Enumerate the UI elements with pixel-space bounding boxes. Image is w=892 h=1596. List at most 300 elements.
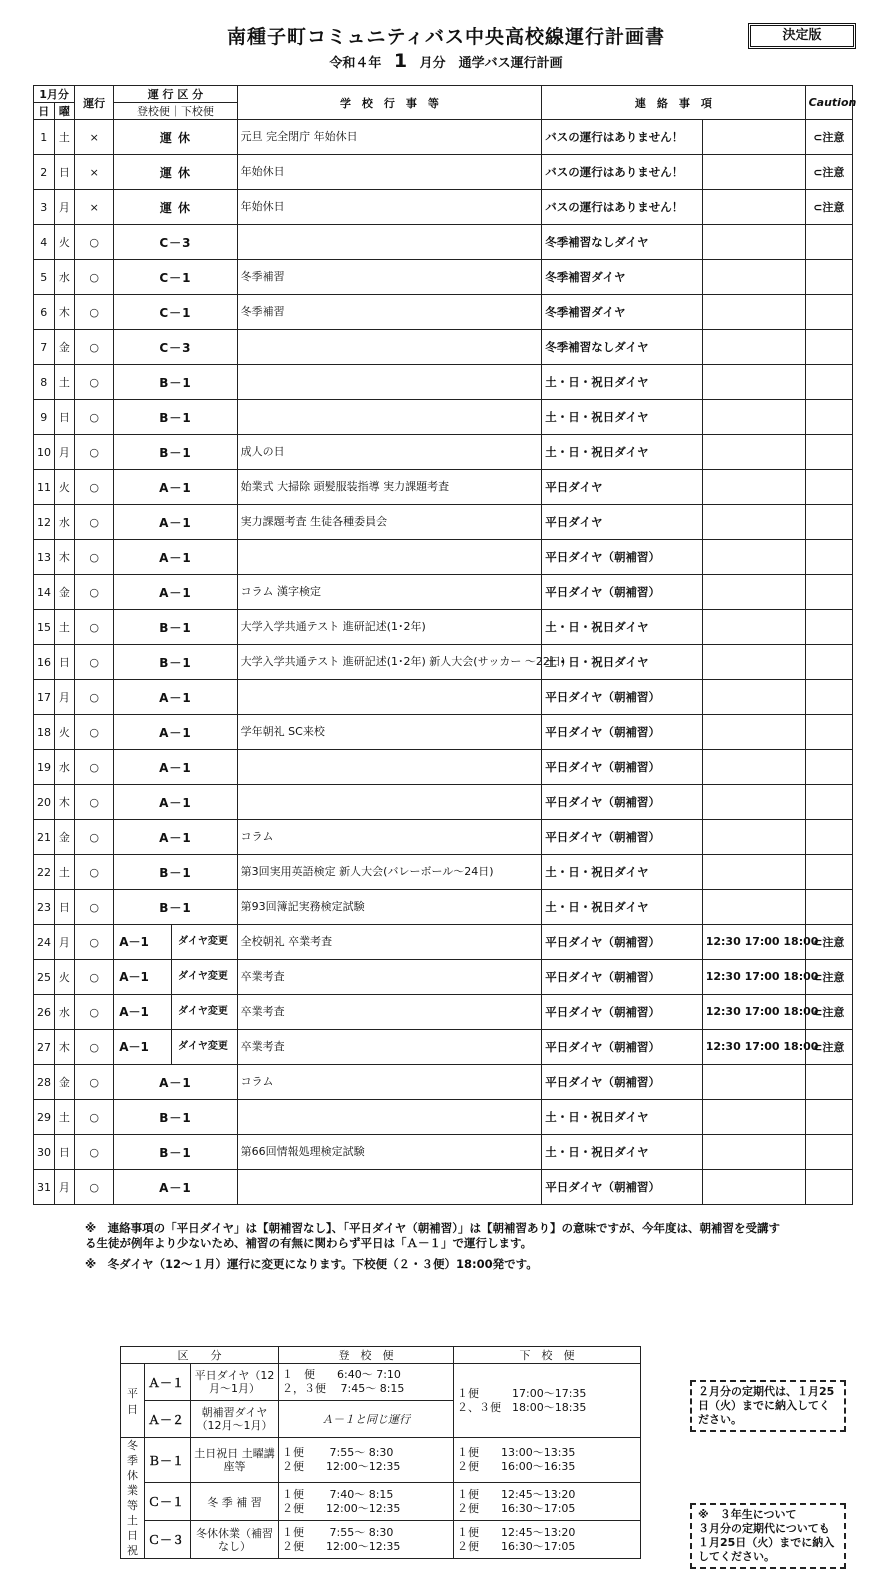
note-2: ※ 冬ダイヤ（12～１月）運行に変更になります。下校便（２・３便）18:00発です。 [85, 1257, 538, 1271]
weekday-cell: 月 [54, 435, 75, 470]
caution-cell [805, 225, 852, 260]
service-cell: B－1 [114, 365, 237, 400]
header-service-class: 運 行 区 分 [114, 86, 237, 103]
event-cell: 始業式 大掃除 頭髪服装指導 実力課題考査 [237, 470, 542, 505]
service-cell: A－1 [114, 1065, 237, 1100]
operation-table [33, 85, 857, 1205]
service-cell: 運 休 [114, 155, 237, 190]
weekday-cell: 月 [54, 680, 75, 715]
day-cell: 25 [34, 960, 55, 995]
subtitle-rest: 月分 通学バス運行計画 [419, 56, 563, 71]
time-cell [702, 155, 805, 190]
event-cell: コラム [237, 820, 542, 855]
run-cell: ○ [75, 960, 114, 995]
caution-cell [805, 715, 852, 750]
day-cell: 11 [34, 470, 55, 505]
contact-cell: 平日ダイヤ（朝補習） [542, 540, 703, 575]
event-cell: 卒業考査 [237, 995, 542, 1030]
run-cell: ○ [75, 225, 114, 260]
time-cell: 12:30 17:00 18:00 [702, 925, 805, 960]
header-day: 日 [34, 103, 55, 120]
event-cell: 卒業考査 [237, 960, 542, 995]
caution-cell: ⊂注意 [805, 960, 852, 995]
table-row [34, 750, 853, 785]
day-cell: 12 [34, 505, 55, 540]
header-month: 1月分 [34, 86, 75, 103]
notes [85, 1221, 785, 1278]
event-cell [237, 330, 542, 365]
sched-c3-to: １便 7:55～ 8:30 ２便 12:00～12:35 [279, 1521, 454, 1559]
contact-cell: 土・日・祝日ダイヤ [542, 855, 703, 890]
time-cell [702, 365, 805, 400]
table-row [34, 820, 853, 855]
sched-c3-from: １便 12:45～13:20 ２便 16:30～17:05 [454, 1521, 641, 1559]
run-cell: ○ [75, 855, 114, 890]
run-cell: ○ [75, 715, 114, 750]
day-cell: 10 [34, 435, 55, 470]
note-1: ※ 連絡事項の「平日ダイヤ」は【朝補習なし】、「平日ダイヤ（朝補習）」は【朝補習あり】の意味ですが、今年度は、朝補習を受講する生徒が例年より少ないため、補習の有無に関わらず平日は「Ａ－１」で運行します。 [85, 1221, 780, 1250]
caution-cell [805, 575, 852, 610]
service-cell: C－3 [114, 330, 237, 365]
run-cell: ○ [75, 925, 114, 960]
table-row [34, 995, 853, 1030]
time-cell [702, 645, 805, 680]
sched-a2: Ａ－２ [145, 1401, 191, 1438]
contact-cell: 平日ダイヤ [542, 470, 703, 505]
header-weekday: 曜 [54, 103, 75, 120]
service-code: A－1 [117, 925, 172, 959]
day-cell: 28 [34, 1065, 55, 1100]
weekday-cell: 木 [54, 295, 75, 330]
day-cell: 31 [34, 1170, 55, 1205]
table-row [34, 155, 853, 190]
caution-cell: ⊂注意 [805, 155, 852, 190]
service-cell: A－1 [114, 575, 237, 610]
time-cell: 12:30 17:00 18:00 [702, 1030, 805, 1065]
subtitle-era: 令和４年 [329, 56, 382, 71]
weekday-cell: 土 [54, 1100, 75, 1135]
service-cell: A－1 [114, 715, 237, 750]
grade3-note-box: ※ ３年生について ３月分の定期代についても１月25日（火）までに納入してください。 [690, 1503, 846, 1569]
sched-weekday-group: 平日 [121, 1364, 145, 1438]
header-contact: 連 絡 事 項 [542, 86, 805, 120]
caution-cell [805, 645, 852, 680]
event-cell: コラム [237, 1065, 542, 1100]
table-row [34, 715, 853, 750]
day-cell: 8 [34, 365, 55, 400]
caution-cell [805, 330, 852, 365]
contact-cell: 平日ダイヤ（朝補習） [542, 995, 703, 1030]
caution-cell [805, 505, 852, 540]
status-badge: 決定版 [748, 23, 856, 49]
service-cell: A－1 [114, 505, 237, 540]
caution-cell [805, 470, 852, 505]
day-cell: 7 [34, 330, 55, 365]
time-cell [702, 1100, 805, 1135]
table-row [34, 190, 853, 225]
time-cell [702, 260, 805, 295]
table-row [34, 855, 853, 890]
table-row [34, 505, 853, 540]
table-row [34, 575, 853, 610]
sched-a2-desc: 朝補習ダイヤ（12月～1月） [191, 1401, 279, 1438]
day-cell: 9 [34, 400, 55, 435]
day-cell: 1 [34, 120, 55, 155]
caution-cell [805, 785, 852, 820]
caution-cell [805, 365, 852, 400]
contact-cell: 平日ダイヤ（朝補習） [542, 1030, 703, 1065]
table-row [34, 610, 853, 645]
service-cell: B－1 [114, 855, 237, 890]
sched-c1-desc: 冬 季 補 習 [191, 1483, 279, 1521]
day-cell: 24 [34, 925, 55, 960]
sched-winter-group [121, 1438, 145, 1559]
event-cell: 年始休日 [237, 155, 542, 190]
time-cell [702, 1170, 805, 1205]
time-cell [702, 505, 805, 540]
run-cell: ○ [75, 435, 114, 470]
time-cell [702, 225, 805, 260]
weekday-cell: 土 [54, 365, 75, 400]
day-cell: 2 [34, 155, 55, 190]
table-row [34, 365, 853, 400]
day-cell: 30 [34, 1135, 55, 1170]
time-cell [702, 680, 805, 715]
time-cell [702, 400, 805, 435]
service-cell: C－3 [114, 225, 237, 260]
service-cell: A－1 [114, 680, 237, 715]
event-cell: 第3回実用英語検定 新人大会(バレーボール～24日) [237, 855, 542, 890]
sched-a1-to: １ 便 6:40～ 7:10 ２，３便 7:45～ 8:15 [279, 1364, 454, 1401]
run-cell: ○ [75, 610, 114, 645]
event-cell [237, 365, 542, 400]
time-cell [702, 610, 805, 645]
run-cell: ○ [75, 575, 114, 610]
sched-b1: Ｂ－１ [145, 1438, 191, 1483]
service-cell: B－1 [114, 1100, 237, 1135]
service-change: ダイヤ変更 [178, 1006, 228, 1017]
run-cell: ○ [75, 750, 114, 785]
service-cell: A－1 [114, 820, 237, 855]
day-cell: 19 [34, 750, 55, 785]
subtitle-month: 1 [393, 50, 408, 72]
service-change: ダイヤ変更 [178, 936, 228, 947]
day-cell: 29 [34, 1100, 55, 1135]
day-cell: 20 [34, 785, 55, 820]
weekday-cell: 水 [54, 750, 75, 785]
event-cell: 冬季補習 [237, 260, 542, 295]
contact-cell: 冬季補習なしダイヤ [542, 225, 703, 260]
run-cell: ○ [75, 260, 114, 295]
weekday-cell: 土 [54, 855, 75, 890]
sched-a2-to: Ａ－１と同じ運行 [279, 1401, 454, 1438]
event-cell: 学年朝礼 SC来校 [237, 715, 542, 750]
sched-weekend-label: 土日祝 [127, 1514, 138, 1557]
run-cell: ○ [75, 365, 114, 400]
service-cell: 運 休 [114, 120, 237, 155]
weekday-cell: 火 [54, 715, 75, 750]
event-cell: コラム 漢字検定 [237, 575, 542, 610]
event-cell [237, 540, 542, 575]
service-cell [114, 1030, 237, 1065]
header-run: 運行 [75, 86, 114, 120]
day-cell: 15 [34, 610, 55, 645]
table-row [34, 120, 853, 155]
weekday-cell: 月 [54, 1170, 75, 1205]
sched-b1-from: １便 13:00～13:35 ２便 16:00～16:35 [454, 1438, 641, 1483]
event-cell: 全校朝礼 卒業考査 [237, 925, 542, 960]
service-cell: B－1 [114, 400, 237, 435]
service-change: ダイヤ変更 [178, 971, 228, 982]
weekday-cell: 月 [54, 190, 75, 225]
day-cell: 27 [34, 1030, 55, 1065]
table-row [34, 1135, 853, 1170]
sched-b1-desc: 土日祝日 土曜講座等 [191, 1438, 279, 1483]
contact-cell: バスの運行はありません！ [542, 155, 703, 190]
day-cell: 3 [34, 190, 55, 225]
table-row [34, 925, 853, 960]
contact-cell: 平日ダイヤ（朝補習） [542, 680, 703, 715]
weekday-cell: 月 [54, 925, 75, 960]
weekday-cell: 火 [54, 225, 75, 260]
event-cell: 卒業考査 [237, 1030, 542, 1065]
contact-cell: 土・日・祝日ダイヤ [542, 365, 703, 400]
caution-cell [805, 435, 852, 470]
contact-cell: 土・日・祝日ダイヤ [542, 645, 703, 680]
caution-cell: ⊂注意 [805, 995, 852, 1030]
run-cell: ○ [75, 995, 114, 1030]
event-cell [237, 400, 542, 435]
contact-cell: 冬季補習ダイヤ [542, 295, 703, 330]
caution-cell [805, 1100, 852, 1135]
caution-cell [805, 1065, 852, 1100]
day-cell: 26 [34, 995, 55, 1030]
time-cell [702, 1135, 805, 1170]
sched-a1-desc: 平日ダイヤ（12月～1月） [191, 1364, 279, 1401]
table-row [34, 785, 853, 820]
time-cell [702, 575, 805, 610]
contact-cell: 平日ダイヤ（朝補習） [542, 785, 703, 820]
weekday-cell: 日 [54, 890, 75, 925]
event-cell: 第93回簿記実務検定試験 [237, 890, 542, 925]
table-row [34, 960, 853, 995]
event-cell: 実力課題考査 生徒各種委員会 [237, 505, 542, 540]
time-cell [702, 435, 805, 470]
time-cell [702, 785, 805, 820]
run-cell: ○ [75, 1065, 114, 1100]
event-cell [237, 225, 542, 260]
weekday-cell: 日 [54, 645, 75, 680]
caution-cell [805, 610, 852, 645]
time-cell [702, 120, 805, 155]
contact-cell: 平日ダイヤ（朝補習） [542, 820, 703, 855]
service-cell: A－1 [114, 470, 237, 505]
run-cell: ○ [75, 820, 114, 855]
table-row [34, 890, 853, 925]
contact-cell: 平日ダイヤ（朝補習） [542, 575, 703, 610]
service-cell: A－1 [114, 750, 237, 785]
time-cell [702, 1065, 805, 1100]
table-row [34, 680, 853, 715]
event-cell: 年始休日 [237, 190, 542, 225]
time-cell: 12:30 17:00 18:00 [702, 960, 805, 995]
table-row [34, 330, 853, 365]
caution-cell [805, 400, 852, 435]
header-to-from: 登校便｜下校便 [114, 103, 237, 120]
run-cell: ○ [75, 1135, 114, 1170]
weekday-cell: 金 [54, 575, 75, 610]
contact-cell: 土・日・祝日ダイヤ [542, 435, 703, 470]
caution-cell [805, 1170, 852, 1205]
day-cell: 13 [34, 540, 55, 575]
caution-cell [805, 890, 852, 925]
fee-note-box: ２月分の定期代は、１月25日（火）までに納入してください。 [690, 1380, 846, 1432]
service-cell: A－1 [114, 540, 237, 575]
service-cell: B－1 [114, 610, 237, 645]
weekday-cell: 金 [54, 820, 75, 855]
time-cell [702, 540, 805, 575]
sched-a1: Ａ－１ [145, 1364, 191, 1401]
weekday-cell: 火 [54, 470, 75, 505]
service-change: ダイヤ変更 [178, 1041, 228, 1052]
sched-c3-desc: 冬休休業（補習なし） [191, 1521, 279, 1559]
contact-cell: 土・日・祝日ダイヤ [542, 890, 703, 925]
event-cell [237, 680, 542, 715]
service-cell: 運 休 [114, 190, 237, 225]
table-row [34, 295, 853, 330]
contact-cell: 平日ダイヤ [542, 505, 703, 540]
table-row [34, 1100, 853, 1135]
service-code: A－1 [117, 995, 172, 1029]
time-cell: 12:30 17:00 18:00 [702, 995, 805, 1030]
run-cell: ○ [75, 1170, 114, 1205]
table-row [34, 225, 853, 260]
sched-h-from: 下 校 便 [454, 1347, 641, 1364]
weekday-cell: 水 [54, 995, 75, 1030]
weekday-cell: 日 [54, 1135, 75, 1170]
run-cell: ○ [75, 330, 114, 365]
header-to-school: 登校便 [136, 105, 170, 118]
contact-cell: 土・日・祝日ダイヤ [542, 400, 703, 435]
table-row [34, 400, 853, 435]
event-cell: 第66回情報処理検定試験 [237, 1135, 542, 1170]
event-cell: 大学入学共通テスト 進研記述(1･2年) [237, 610, 542, 645]
contact-cell: バスの運行はありません！ [542, 120, 703, 155]
sched-h-to: 登 校 便 [279, 1347, 454, 1364]
contact-cell: 土・日・祝日ダイヤ [542, 610, 703, 645]
caution-cell: ⊂注意 [805, 190, 852, 225]
caution-cell [805, 680, 852, 715]
header-from-school: 下校便 [180, 105, 214, 118]
run-cell: × [75, 120, 114, 155]
table-row [34, 1170, 853, 1205]
run-cell: ○ [75, 785, 114, 820]
sched-c1: Ｃ－１ [145, 1483, 191, 1521]
service-cell: B－1 [114, 645, 237, 680]
service-cell: C－1 [114, 295, 237, 330]
sched-winter-label: 冬季休業等 [127, 1439, 138, 1512]
service-cell [114, 995, 237, 1030]
table-row [34, 645, 853, 680]
run-cell: ○ [75, 505, 114, 540]
event-cell: 大学入学共通テスト 進研記述(1･2年) 新人大会(サッカー ～22日) [237, 645, 542, 680]
event-cell: 元旦 完全閉庁 年始休日 [237, 120, 542, 155]
time-cell [702, 330, 805, 365]
service-cell: B－1 [114, 890, 237, 925]
table-row [34, 540, 853, 575]
header-events: 学 校 行 事 等 [237, 86, 542, 120]
time-cell [702, 820, 805, 855]
sched-c1-to: １便 7:40～ 8:15 ２便 12:00～12:35 [279, 1483, 454, 1521]
page-subtitle [0, 50, 892, 72]
caution-cell [805, 750, 852, 785]
run-cell: × [75, 155, 114, 190]
time-cell [702, 855, 805, 890]
table-row [34, 1030, 853, 1065]
day-cell: 21 [34, 820, 55, 855]
weekday-cell: 火 [54, 960, 75, 995]
contact-cell: 冬季補習なしダイヤ [542, 330, 703, 365]
caution-cell [805, 1135, 852, 1170]
run-cell: ○ [75, 470, 114, 505]
weekday-cell: 土 [54, 610, 75, 645]
table-row [34, 260, 853, 295]
caution-cell [805, 820, 852, 855]
service-cell: C－1 [114, 260, 237, 295]
time-cell [702, 890, 805, 925]
service-code: A－1 [117, 1030, 172, 1064]
event-cell [237, 785, 542, 820]
event-cell: 成人の日 [237, 435, 542, 470]
caution-cell [805, 295, 852, 330]
contact-cell: 平日ダイヤ（朝補習） [542, 1065, 703, 1100]
time-cell [702, 470, 805, 505]
run-cell: ○ [75, 680, 114, 715]
day-cell: 23 [34, 890, 55, 925]
contact-cell: 平日ダイヤ（朝補習） [542, 750, 703, 785]
sched-h-class: 区 分 [121, 1347, 279, 1364]
weekday-cell: 水 [54, 260, 75, 295]
time-cell [702, 190, 805, 225]
time-cell [702, 295, 805, 330]
contact-cell: 平日ダイヤ（朝補習） [542, 715, 703, 750]
day-cell: 22 [34, 855, 55, 890]
contact-cell: バスの運行はありません！ [542, 190, 703, 225]
table-row [34, 435, 853, 470]
run-cell: ○ [75, 400, 114, 435]
event-cell [237, 750, 542, 785]
contact-cell: 土・日・祝日ダイヤ [542, 1135, 703, 1170]
event-cell [237, 1170, 542, 1205]
contact-cell: 平日ダイヤ（朝補習） [542, 960, 703, 995]
service-cell: B－1 [114, 435, 237, 470]
day-cell: 18 [34, 715, 55, 750]
run-cell: ○ [75, 540, 114, 575]
weekday-cell: 木 [54, 785, 75, 820]
day-cell: 14 [34, 575, 55, 610]
schedule-table [120, 1346, 641, 1559]
run-cell: ○ [75, 1100, 114, 1135]
header-caution: Caution [805, 86, 852, 120]
page-title: 南種子町コミュニティバス中央高校線運行計画書 [226, 26, 666, 48]
service-cell: A－1 [114, 1170, 237, 1205]
table-row [34, 1065, 853, 1100]
service-cell: B－1 [114, 1135, 237, 1170]
run-cell: ○ [75, 1030, 114, 1065]
weekday-cell: 日 [54, 155, 75, 190]
service-cell [114, 960, 237, 995]
caution-cell [805, 260, 852, 295]
